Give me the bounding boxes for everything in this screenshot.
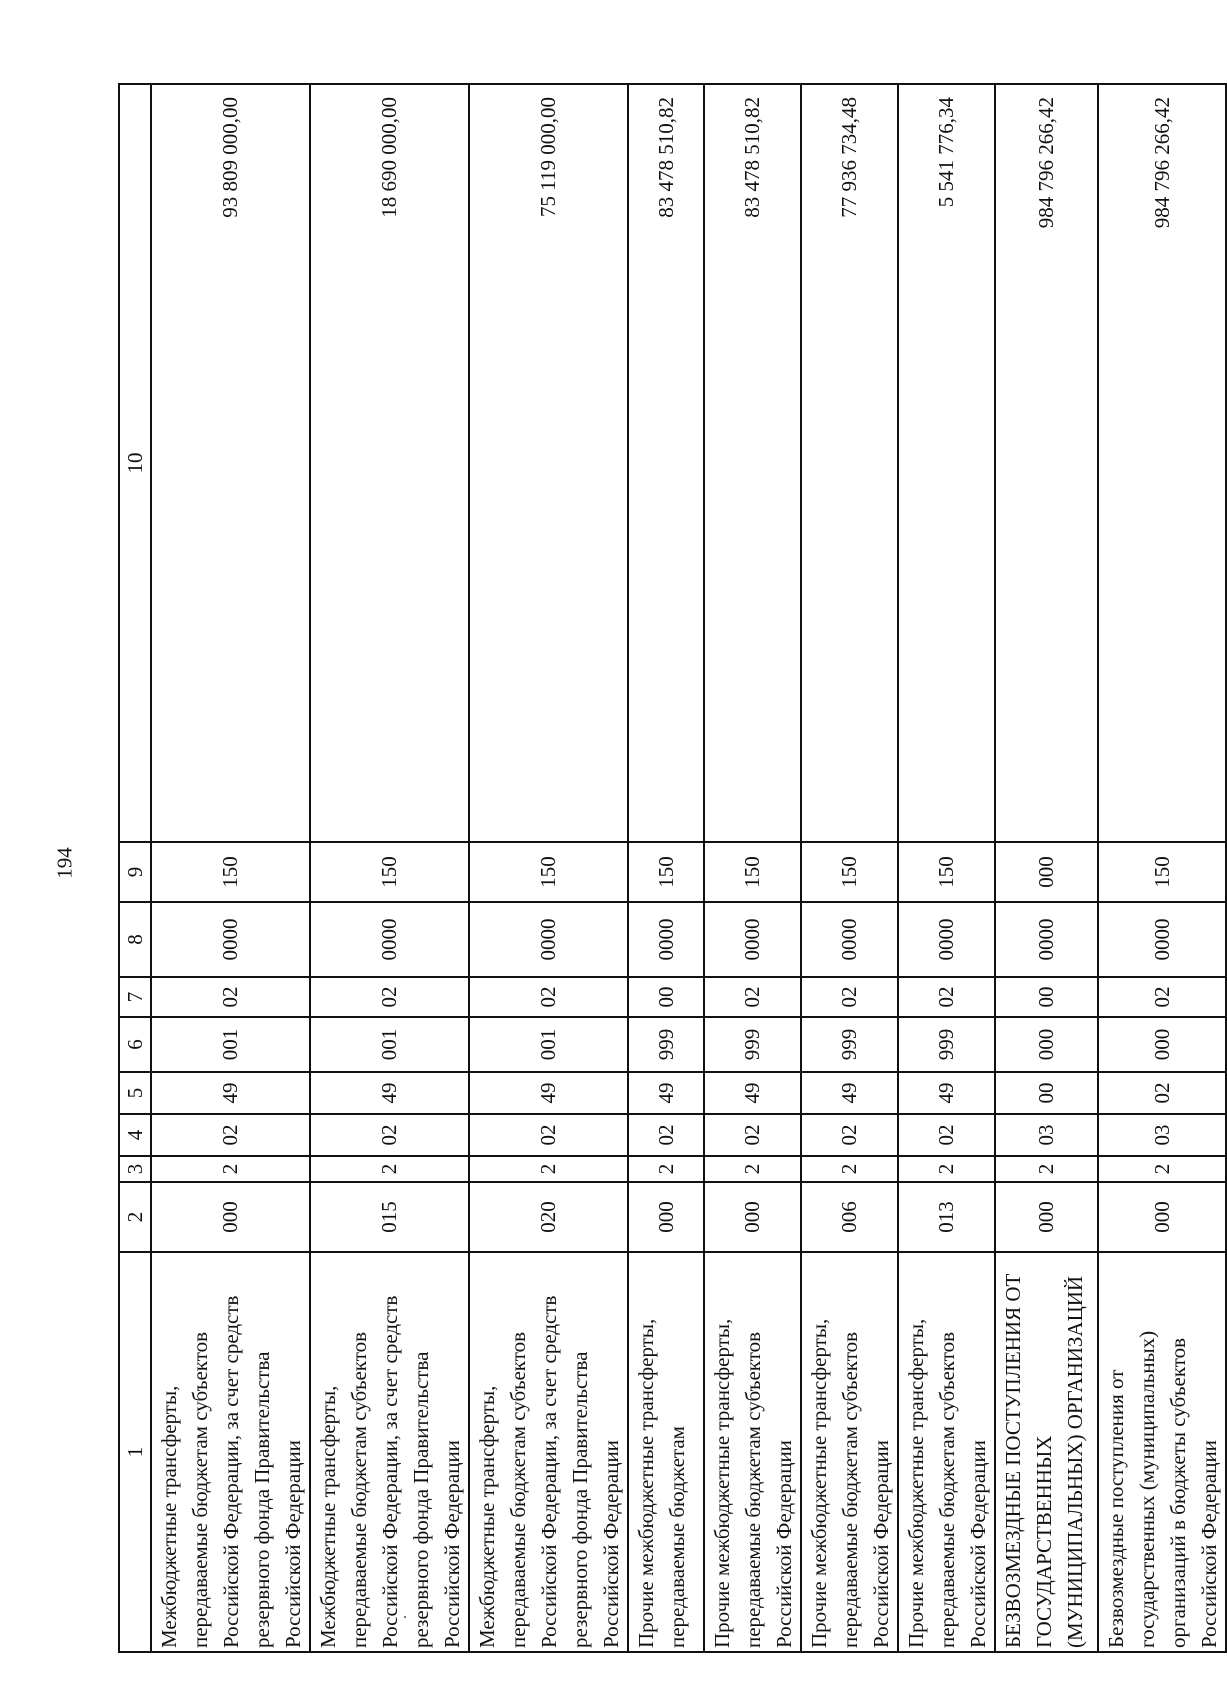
cell-classification: 150 (704, 842, 801, 902)
cell-article: 49 (801, 1072, 898, 1114)
cell-group: 2 (310, 1156, 469, 1182)
row-name: Безвозмездные поступления от государственных (муниципальных) организаций в бюджеты субъектов Российской Федерации (1098, 1252, 1226, 1652)
cell-element: 02 (801, 977, 898, 1017)
cell-amount: 984 796 266,42 (1098, 84, 1226, 842)
cell-subarticle: 001 (151, 1017, 310, 1072)
cell-program: 0000 (898, 902, 995, 977)
cell-admin-code: 000 (151, 1182, 310, 1252)
cell-amount: 93 809 000,00 (151, 84, 310, 842)
cell-subarticle: 001 (310, 1017, 469, 1072)
header-row (119, 84, 151, 1652)
row-name: БЕЗВОЗМЕЗДНЫЕ ПОСТУПЛЕНИЯ ОТ ГОСУДАРСТВЕННЫХ (МУНИЦИПАЛЬНЫХ) ОРГАНИЗАЦИЙ (995, 1252, 1098, 1652)
row-name: Прочие межбюджетные трансферты, передаваемые бюджетам субъектов Российской Федерации (898, 1252, 995, 1652)
cell-article: 49 (628, 1072, 704, 1114)
header-cell: 5 (119, 1072, 151, 1114)
cell-classification: 150 (310, 842, 469, 902)
cell-article: 49 (151, 1072, 310, 1114)
row-name: Межбюджетные трансферты, передаваемые бюджетам субъектов Российской Федерации, за счет средств резервного фонда Правительства Российской Федерации (469, 1252, 628, 1652)
cell-subgroup: 03 (995, 1114, 1098, 1156)
table-row (801, 84, 898, 1652)
cell-classification: 150 (801, 842, 898, 902)
header-cell: 3 (119, 1156, 151, 1182)
cell-classification: 150 (151, 842, 310, 902)
cell-article: 49 (310, 1072, 469, 1114)
cell-subgroup: 02 (898, 1114, 995, 1156)
cell-classification: 150 (1098, 842, 1226, 902)
row-name: Прочие межбюджетные трансферты, передаваемые бюджетам (628, 1252, 704, 1652)
cell-group: 2 (628, 1156, 704, 1182)
cell-group: 2 (704, 1156, 801, 1182)
cell-subgroup: 02 (469, 1114, 628, 1156)
cell-subarticle: 001 (469, 1017, 628, 1072)
cell-article: 49 (898, 1072, 995, 1114)
cell-article: 02 (1098, 1072, 1226, 1114)
cell-group: 2 (801, 1156, 898, 1182)
cell-program: 0000 (469, 902, 628, 977)
cell-admin-code: 000 (995, 1182, 1098, 1252)
cell-admin-code: 020 (469, 1182, 628, 1252)
cell-element: 02 (151, 977, 310, 1017)
header-cell: 8 (119, 902, 151, 977)
cell-group: 2 (995, 1156, 1098, 1182)
header-cell: 2 (119, 1182, 151, 1252)
row-name: Прочие межбюджетные трансферты, передаваемые бюджетам субъектов Российской Федерации (801, 1252, 898, 1652)
cell-element: 02 (310, 977, 469, 1017)
cell-classification: 000 (995, 842, 1098, 902)
row-name: Межбюджетные трансферты, передаваемые бюджетам субъектов Российской Федерации, за счет средств резервного фонда Правительства Российской Федерации (310, 1252, 469, 1652)
table-row (704, 84, 801, 1652)
header-cell: 6 (119, 1017, 151, 1072)
cell-group: 2 (469, 1156, 628, 1182)
cell-program: 0000 (628, 902, 704, 977)
cell-subarticle: 999 (704, 1017, 801, 1072)
rotated-table-container (118, 85, 1221, 1653)
row-name: Межбюджетные трансферты, передаваемые бюджетам субъектов Российской Федерации, за счет средств резервного фонда Правительства Российской Федерации (151, 1252, 310, 1652)
cell-group: 2 (1098, 1156, 1226, 1182)
cell-element: 02 (469, 977, 628, 1017)
header-cell: 1 (119, 1252, 151, 1652)
cell-subgroup: 02 (628, 1114, 704, 1156)
cell-article: 00 (995, 1072, 1098, 1114)
table-row (1098, 84, 1226, 1652)
cell-subgroup: 02 (310, 1114, 469, 1156)
cell-admin-code: 006 (801, 1182, 898, 1252)
cell-admin-code: 000 (704, 1182, 801, 1252)
page-number: 194 (52, 847, 77, 879)
cell-amount: 75 119 000,00 (469, 84, 628, 842)
cell-element: 00 (628, 977, 704, 1017)
cell-element: 02 (898, 977, 995, 1017)
table-row (898, 84, 995, 1652)
table-row (995, 84, 1098, 1652)
cell-admin-code: 015 (310, 1182, 469, 1252)
header-cell: 7 (119, 977, 151, 1017)
table-row (310, 84, 469, 1652)
cell-classification: 150 (898, 842, 995, 902)
cell-subgroup: 03 (1098, 1114, 1226, 1156)
cell-amount: 77 936 734,48 (801, 84, 898, 842)
cell-program: 0000 (151, 902, 310, 977)
row-name: Прочие межбюджетные трансферты, передаваемые бюджетам субъектов Российской Федерации (704, 1252, 801, 1652)
cell-admin-code: 013 (898, 1182, 995, 1252)
cell-program: 0000 (704, 902, 801, 977)
cell-amount: 83 478 510,82 (628, 84, 704, 842)
cell-element: 02 (1098, 977, 1226, 1017)
cell-program: 0000 (310, 902, 469, 977)
cell-article: 49 (469, 1072, 628, 1114)
cell-group: 2 (898, 1156, 995, 1182)
table-row (628, 84, 704, 1652)
cell-admin-code: 000 (628, 1182, 704, 1252)
cell-element: 00 (995, 977, 1098, 1017)
cell-classification: 150 (469, 842, 628, 902)
cell-program: 0000 (801, 902, 898, 977)
cell-group: 2 (151, 1156, 310, 1182)
cell-article: 49 (704, 1072, 801, 1114)
cell-admin-code: 000 (1098, 1182, 1226, 1252)
cell-classification: 150 (628, 842, 704, 902)
cell-program: 0000 (995, 902, 1098, 977)
cell-subgroup: 02 (704, 1114, 801, 1156)
rotated-table (118, 85, 1221, 1653)
cell-subarticle: 000 (1098, 1017, 1226, 1072)
cell-subarticle: 000 (995, 1017, 1098, 1072)
cell-amount: 984 796 266,42 (995, 84, 1098, 842)
header-cell: 9 (119, 842, 151, 902)
cell-subarticle: 999 (801, 1017, 898, 1072)
header-cell: 10 (119, 84, 151, 842)
cell-amount: 5 541 776,34 (898, 84, 995, 842)
cell-element: 02 (704, 977, 801, 1017)
table-row (151, 84, 310, 1652)
cell-subarticle: 999 (628, 1017, 704, 1072)
cell-amount: 18 690 000,00 (310, 84, 469, 842)
cell-subgroup: 02 (151, 1114, 310, 1156)
header-cell: 4 (119, 1114, 151, 1156)
table-row (469, 84, 628, 1652)
cell-amount: 83 478 510,82 (704, 84, 801, 842)
cell-subarticle: 999 (898, 1017, 995, 1072)
cell-program: 0000 (1098, 902, 1226, 977)
cell-subgroup: 02 (801, 1114, 898, 1156)
budget-table (118, 83, 1227, 1653)
